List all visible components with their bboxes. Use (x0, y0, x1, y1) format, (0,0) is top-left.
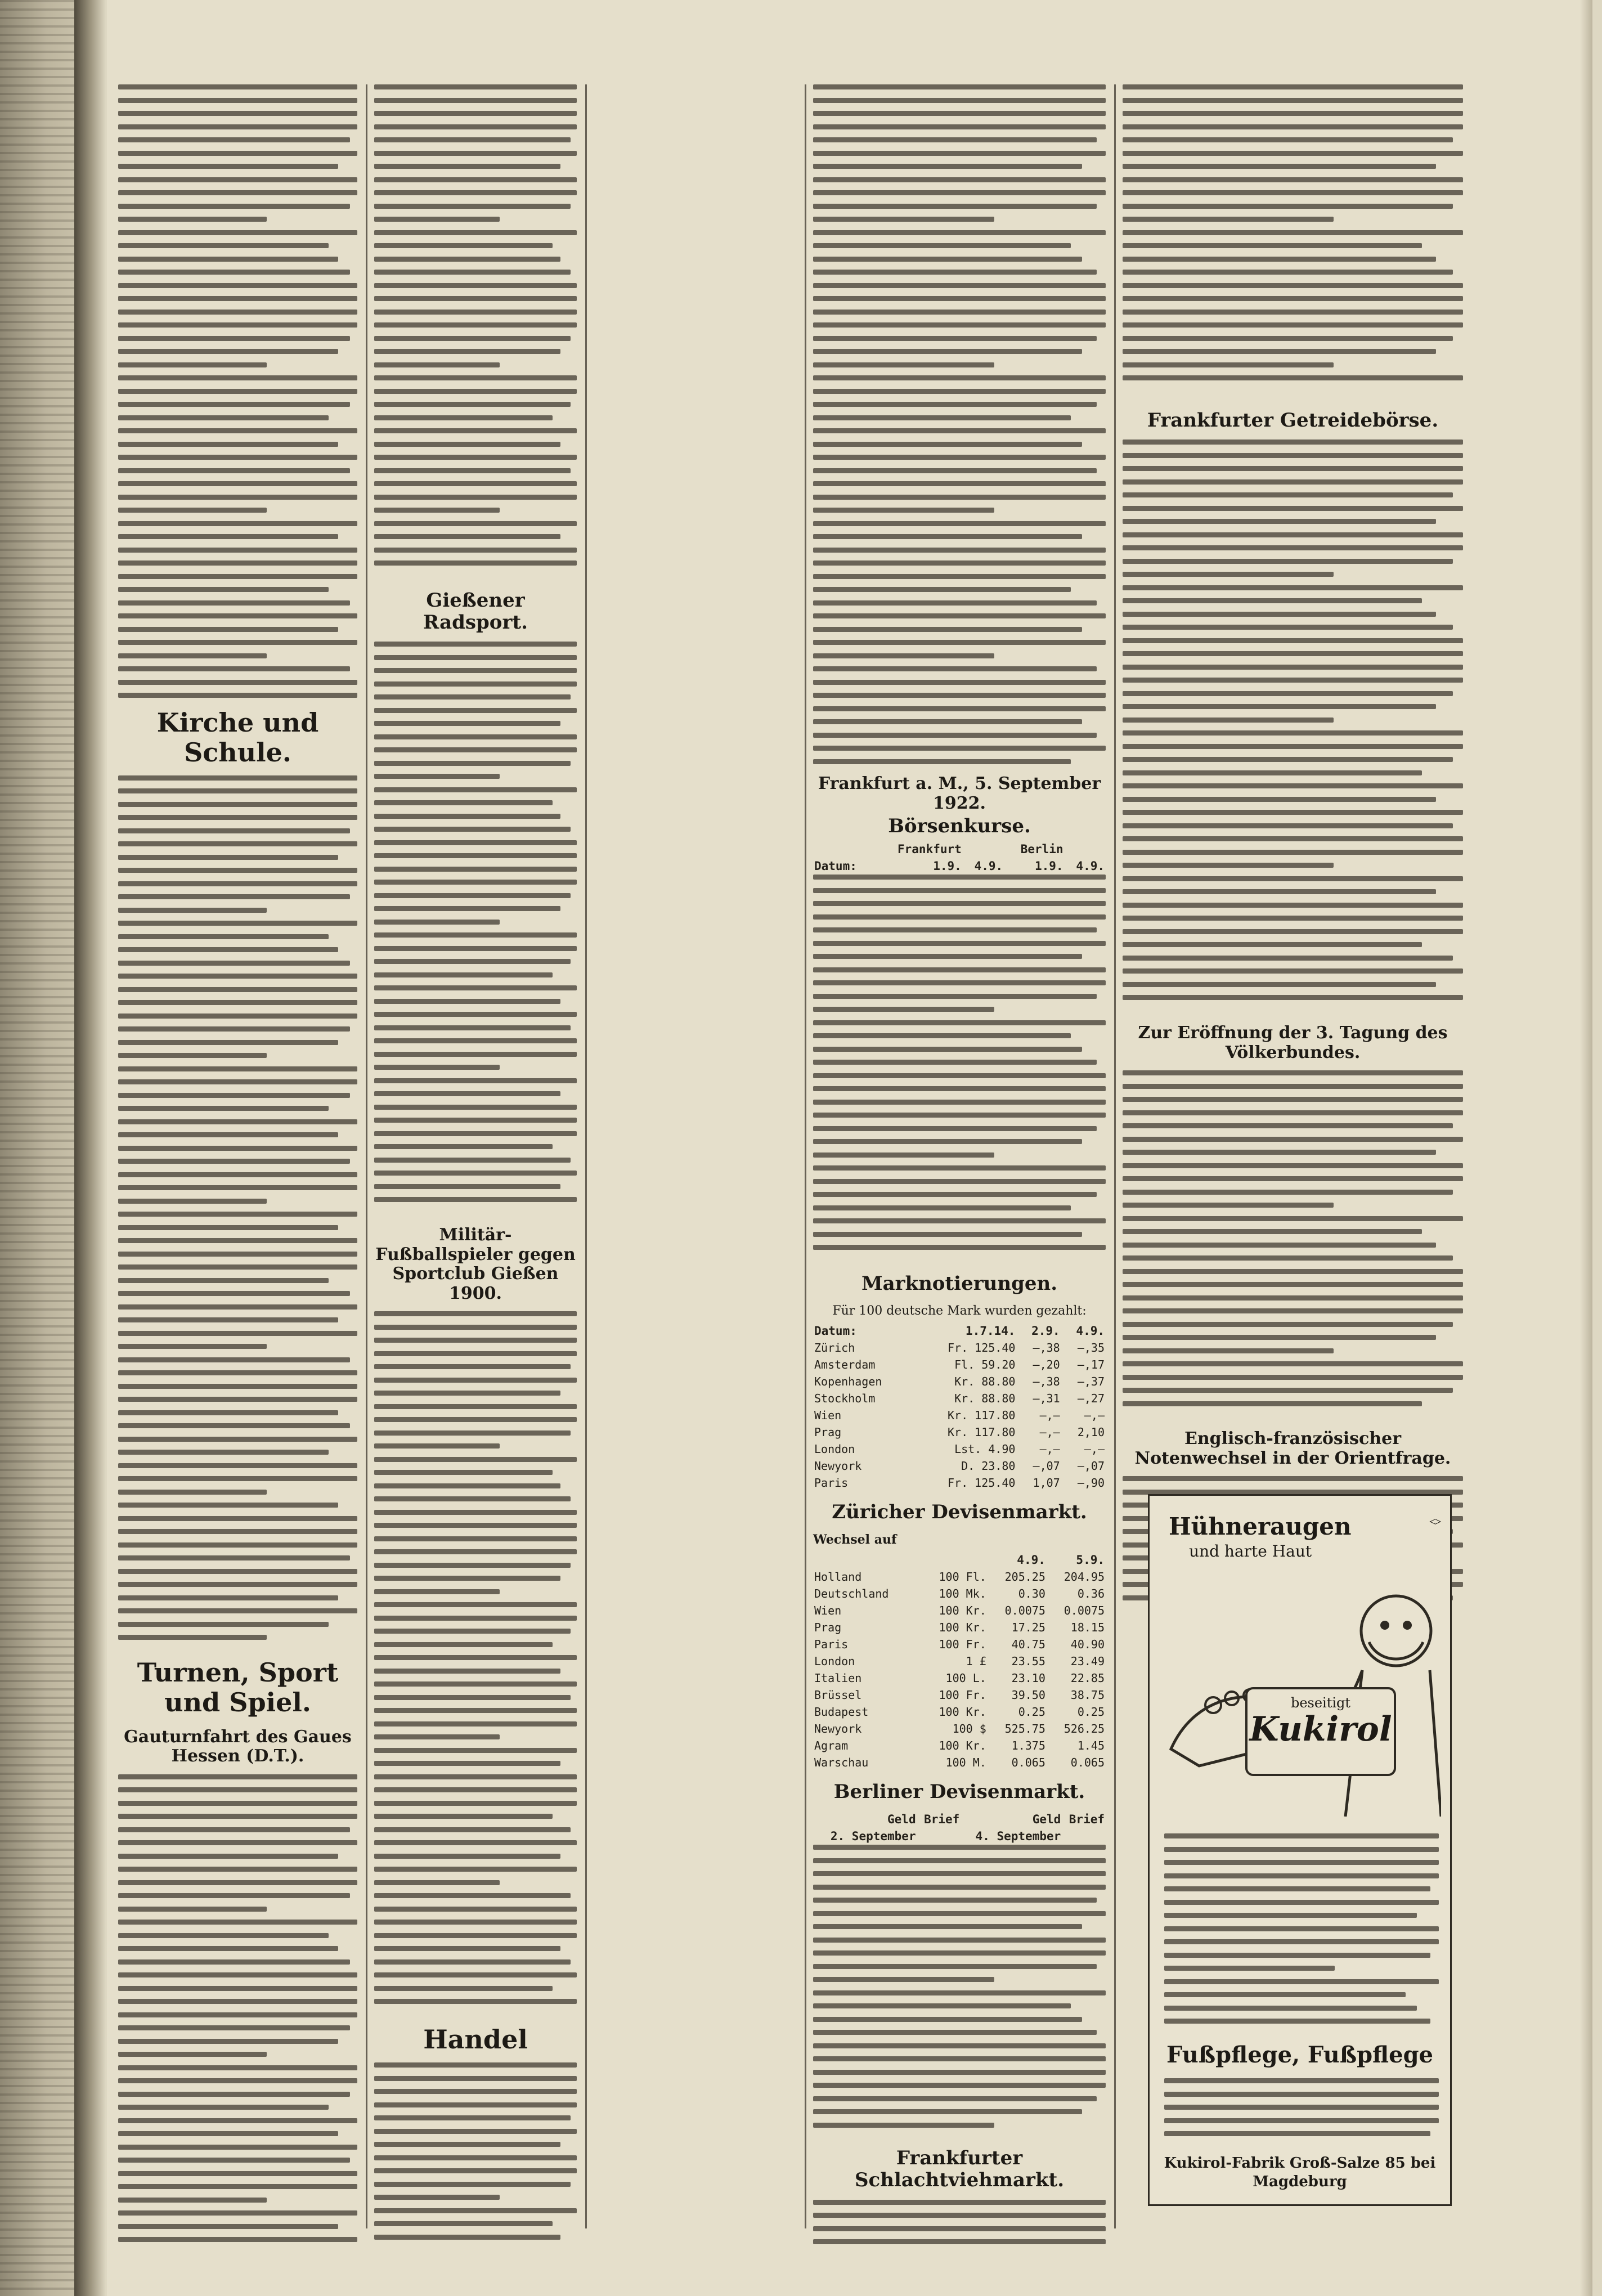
table-cell: Kopenhagen (814, 1375, 882, 1389)
marknotierungen-table (813, 1322, 1106, 1491)
table-header-cell (813, 841, 873, 858)
table-row (813, 1670, 1106, 1687)
badge-small-text: beseitigt (1290, 1695, 1351, 1711)
table-cell: —,— (1084, 1409, 1105, 1423)
marknotierungen-caption: Für 100 deutsche Mark wurden gezahlt: (832, 1304, 1087, 1319)
table-row (813, 1619, 1106, 1636)
table-cell: 0.25 (1077, 1705, 1105, 1719)
table-cell: —,20 (1033, 1358, 1060, 1372)
table-cell: —,— (1039, 1409, 1060, 1423)
table-row (813, 1687, 1106, 1703)
table-cell: 100 Mk. (939, 1587, 986, 1601)
ad-company: Kukirol-Fabrik Groß-Salze 85 bei Magdeburg (1164, 2155, 1436, 2190)
table-cell: 100 Kr. (939, 1739, 986, 1753)
kurse-header-row (813, 858, 1106, 875)
table-cell: Prag (814, 1621, 842, 1635)
badge-brand: Kukirol (1249, 1710, 1392, 1749)
article-text (118, 1774, 357, 2245)
article-text (813, 2200, 1106, 2245)
article-text (1123, 84, 1463, 400)
heading-kirche-und-schule: Kirche und Schule. (156, 707, 319, 768)
column-3 (369, 84, 582, 2245)
table-row (813, 1568, 1106, 1585)
table-cell: Warschau (814, 1756, 869, 1770)
ad-subtitle: und harte Haut (1189, 1542, 1312, 1560)
table-cell: —,17 (1077, 1358, 1105, 1372)
berliner-table (813, 1811, 1106, 1845)
zuercher-table-title: Wechsel auf (813, 1532, 897, 1548)
heading-marknotierungen: Marknotierungen. (861, 1272, 1058, 1295)
table-cell: Stockholm (814, 1392, 876, 1406)
table-cell: Kr. 117.80 (948, 1409, 1016, 1423)
table-header-cell: Brief (1069, 1813, 1105, 1827)
table-cell: 23.55 (1011, 1654, 1045, 1669)
ad-body-text-2 (1164, 2078, 1439, 2146)
table-cell: —,07 (1077, 1459, 1105, 1473)
table-cell: —,— (1039, 1442, 1060, 1456)
article-text (374, 84, 577, 580)
article-text (1123, 1070, 1463, 1419)
table-cell: London (814, 1654, 855, 1669)
heading-frankfurter-getreideboerse: Frankfurter Getreidebörse. (1147, 409, 1439, 432)
table-cell: Kr. 88.80 (954, 1375, 1016, 1389)
table-cell: 17.25 (1011, 1621, 1045, 1635)
kurse-table (813, 841, 1106, 875)
subheading-gauturnfahrt: Gauturnfahrt des Gaues Hessen (D.T.). (124, 1727, 352, 1766)
table-cell: —,27 (1077, 1392, 1105, 1406)
table-row (813, 1585, 1106, 1602)
table-header-cell: 4.9. (1076, 1324, 1105, 1338)
ad-body-text (1164, 1833, 1439, 2036)
heading-militaer-fussballspieler: Militär-Fußballspieler gegen Sportclub Gießen 1900. (375, 1225, 576, 1303)
table-header-cell: 4.9. (1076, 859, 1105, 873)
table-cell: Fr. 125.40 (948, 1341, 1016, 1355)
table-header-cell: 1.9. (1035, 859, 1063, 873)
column-rule (366, 84, 367, 2228)
article-text (374, 1311, 577, 2015)
heading-zuercher-devisenmarkt: Züricher Devisenmarkt. (832, 1501, 1087, 1524)
table-cell: —,— (1039, 1425, 1060, 1440)
heading-boersenkurse: Börsenkurse. (888, 815, 1031, 837)
table-cell: 205.25 (1004, 1570, 1045, 1584)
table-header-cell (1062, 1828, 1106, 1845)
table-cell: 1,07 (1033, 1476, 1060, 1490)
table-cell: 1.375 (1011, 1739, 1045, 1753)
table-cell: Kr. 88.80 (954, 1392, 1016, 1406)
table-cell: 0.36 (1077, 1587, 1105, 1601)
table-row (813, 1636, 1106, 1653)
table-cell: —,38 (1033, 1341, 1060, 1355)
table-row (813, 1441, 1106, 1458)
table-header-cell: 2. September (830, 1829, 916, 1844)
table-cell: 100 M. (945, 1756, 986, 1770)
table-header-cell: Datum: (814, 859, 857, 873)
article-text (1123, 440, 1463, 1014)
table-row (813, 1703, 1106, 1720)
table-cell: 526.25 (1063, 1722, 1105, 1736)
table-cell: 100 Fl. (939, 1570, 986, 1584)
table-cell: Brüssel (814, 1688, 862, 1702)
marknotierungen-header-row (813, 1322, 1106, 1339)
table-row (813, 1653, 1106, 1670)
column-rule (1114, 84, 1116, 2228)
table-cell: 39.50 (1011, 1688, 1045, 1702)
ad-title: Hühneraugen (1169, 1513, 1352, 1540)
table-cell: Lst. 4.90 (954, 1442, 1016, 1456)
table-cell: 18.15 (1070, 1621, 1105, 1635)
table-cell: Kr. 117.80 (948, 1425, 1016, 1440)
table-cell: 1.45 (1077, 1739, 1105, 1753)
table-cell: Wien (814, 1409, 842, 1423)
table-row (813, 1373, 1106, 1390)
berliner-date-row (813, 1828, 1106, 1845)
table-header-cell (813, 1551, 919, 1568)
table-row (813, 1754, 1106, 1771)
table-header-cell (917, 1828, 961, 1845)
berliner-table-rows (813, 1845, 1106, 2137)
table-cell: 100 Kr. (939, 1604, 986, 1618)
zuercher-header-row (813, 1551, 1106, 1568)
heading-handel: Handel (423, 2024, 528, 2055)
table-cell: 0.065 (1011, 1756, 1045, 1770)
article-text (813, 84, 1106, 771)
table-header-cell: 4.9. (1017, 1553, 1045, 1567)
table-cell: Holland (814, 1570, 862, 1584)
table-header-cell: 1.9. (933, 859, 962, 873)
table-cell: 40.90 (1070, 1638, 1105, 1652)
table-header-cell: Geld (1032, 1813, 1061, 1827)
frankfurt-date: Frankfurt a. M., 5. September 1922. (818, 774, 1101, 813)
table-cell: 1 £ (966, 1654, 986, 1669)
table-cell: 23.10 (1011, 1671, 1045, 1685)
kurse-group-header-row (813, 841, 1106, 858)
zuercher-table (813, 1551, 1106, 1771)
table-header-cell: Berlin (1020, 842, 1063, 856)
page-right-edge (1580, 0, 1592, 2296)
article-text (118, 775, 357, 1648)
table-row (813, 1602, 1106, 1619)
table-cell: Paris (814, 1638, 849, 1652)
table-cell: Deutschland (814, 1587, 889, 1601)
table-cell: 23.49 (1070, 1654, 1105, 1669)
table-cell: —,38 (1033, 1375, 1060, 1389)
table-cell: Newyork (814, 1722, 862, 1736)
table-cell: —,37 (1077, 1375, 1105, 1389)
table-cell: 100 L. (945, 1671, 986, 1685)
table-cell: 204.95 (1063, 1570, 1105, 1584)
table-header-cell: 5.9. (1076, 1553, 1105, 1567)
article-text (374, 2062, 577, 2245)
table-row (813, 1720, 1106, 1737)
table-cell: —,— (1084, 1442, 1105, 1456)
table-row (813, 1390, 1106, 1407)
previous-page-edge (0, 0, 84, 2296)
heading-schlachtviehmarkt: Frankfurter Schlachtviehmarkt. (854, 2147, 1065, 2192)
table-cell: Zürich (814, 1341, 855, 1355)
heading-berliner-devisenmarkt: Berliner Devisenmarkt. (833, 1781, 1085, 1804)
column-2 (113, 84, 363, 2245)
table-header-cell: 4. September (975, 1829, 1061, 1844)
table-row (813, 1407, 1106, 1424)
table-header-cell: 1.7.14. (965, 1324, 1016, 1338)
table-cell: 525.75 (1004, 1722, 1045, 1736)
article-text (374, 642, 577, 1216)
table-cell: —,07 (1033, 1459, 1060, 1473)
ad-foot-title: Fußpflege, Fußpflege (1166, 2042, 1434, 2068)
table-header-cell (963, 841, 1004, 858)
table-header-cell (919, 1551, 988, 1568)
column-4 (807, 84, 1111, 2245)
table-row (813, 1737, 1106, 1754)
table-row (813, 1339, 1106, 1356)
table-cell: 0.0075 (1004, 1604, 1045, 1618)
table-cell: D. 23.80 (961, 1459, 1016, 1473)
table-header-cell (1065, 841, 1106, 858)
table-cell: Budapest (814, 1705, 869, 1719)
table-row (813, 1458, 1106, 1474)
table-row (813, 1474, 1106, 1491)
table-cell: 38.75 (1070, 1688, 1105, 1702)
table-cell: 100 Fr. (939, 1638, 986, 1652)
table-row (813, 1356, 1106, 1373)
table-cell: Italien (814, 1671, 862, 1685)
table-row (813, 1424, 1106, 1441)
table-cell: 0.25 (1018, 1705, 1045, 1719)
table-cell: —,90 (1077, 1476, 1105, 1490)
table-header-cell: Geld (887, 1813, 916, 1827)
table-cell: —,31 (1033, 1392, 1060, 1406)
column-rule (585, 84, 587, 2228)
table-cell: 0.0075 (1063, 1604, 1105, 1618)
table-header-cell: Brief (924, 1813, 960, 1827)
page-gutter (74, 0, 106, 2296)
table-cell: 0.065 (1070, 1756, 1105, 1770)
table-cell: Amsterdam (814, 1358, 876, 1372)
table-cell: 40.75 (1011, 1638, 1045, 1652)
heading-giessener-radsport: Gießener Radsport. (423, 589, 528, 634)
table-cell: Newyork (814, 1459, 862, 1473)
kurse-table-rows (813, 875, 1106, 1263)
table-header-cell: 2.9. (1031, 1324, 1060, 1338)
table-cell: Paris (814, 1476, 849, 1490)
table-cell: Fr. 125.40 (948, 1476, 1016, 1490)
column-rule (805, 84, 806, 2228)
table-cell: 100 $ (952, 1722, 986, 1736)
table-cell: Agram (814, 1739, 849, 1753)
berliner-header-row (813, 1811, 1106, 1828)
ad-corner-mark: ◊ (1429, 1519, 1443, 1524)
table-cell: —,35 (1077, 1341, 1105, 1355)
table-header-cell: Datum: (814, 1324, 857, 1338)
table-cell: 0.30 (1018, 1587, 1045, 1601)
table-cell: Prag (814, 1425, 842, 1440)
table-header-cell: 4.9. (974, 859, 1003, 873)
table-cell: 100 Kr. (939, 1621, 986, 1635)
article-text (118, 84, 357, 698)
table-cell: 22.85 (1070, 1671, 1105, 1685)
table-header-cell: Frankfurt (898, 842, 962, 856)
table-cell: London (814, 1442, 855, 1456)
heading-voelkerbund: Zur Eröffnung der 3. Tagung des Völkerbundes. (1138, 1023, 1448, 1062)
table-cell: Fl. 59.20 (954, 1358, 1016, 1372)
table-cell: 2,10 (1077, 1425, 1105, 1440)
table-cell: 100 Fr. (939, 1688, 986, 1702)
heading-notenwechsel: Englisch-französischer Notenwechsel in der Orientfrage. (1134, 1429, 1451, 1468)
table-cell: Wien (814, 1604, 842, 1618)
kukirol-advertisement (1148, 1494, 1452, 2206)
kukirol-badge (1245, 1687, 1396, 1776)
table-cell: 100 Kr. (939, 1705, 986, 1719)
heading-turnen-sport-spiel: Turnen, Sport und Spiel. (137, 1657, 339, 1717)
